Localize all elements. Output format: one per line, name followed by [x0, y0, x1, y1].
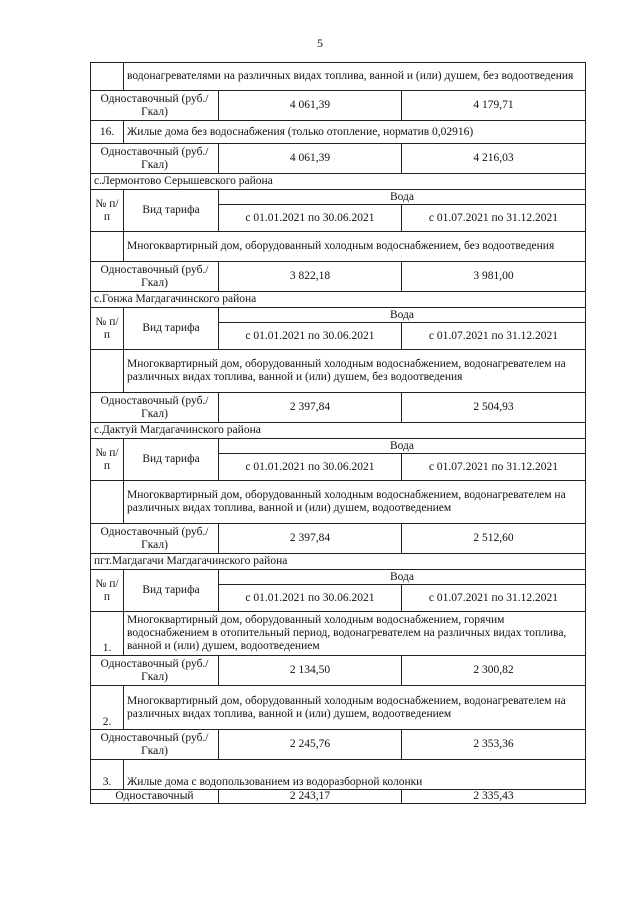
header-tariff-type: Вид тарифа	[124, 570, 219, 612]
tariff-description: Жилые дома с водопользованием из водоразборной колонки	[124, 760, 586, 790]
tariff-value: 2 353,36	[402, 730, 586, 760]
header-period-2: с 01.07.2021 по 31.12.2021	[402, 454, 586, 481]
page-number: 5	[317, 36, 323, 50]
table-row	[91, 524, 586, 554]
table-row	[91, 350, 586, 393]
table-row	[91, 760, 586, 790]
header-row	[91, 439, 586, 454]
table-row	[91, 91, 586, 121]
tariff-value: 2 243,17	[219, 790, 402, 804]
tariff-description: водонагревателями на различных видах топлива, ванной и (или) душем, без водоотведения	[124, 63, 586, 91]
header-water: Вода	[219, 308, 586, 323]
tariff-value: 2 397,84	[219, 393, 402, 423]
tariff-description: Многоквартирный дом, оборудованный холодным водоснабжением, без водоотведения	[124, 232, 586, 262]
region-row	[91, 292, 586, 308]
tariff-value: 2 512,60	[402, 524, 586, 554]
tariff-value: 2 134,50	[219, 656, 402, 686]
table-row	[91, 63, 586, 91]
tariff-value: 2 504,93	[402, 393, 586, 423]
header-number: № п/п	[91, 308, 124, 350]
tariff-type-label: Одноставочный (руб./Гкал)	[91, 730, 219, 760]
header-row	[91, 570, 586, 585]
header-number: № п/п	[91, 570, 124, 612]
header-period-2: с 01.07.2021 по 31.12.2021	[402, 323, 586, 350]
header-row	[91, 308, 586, 323]
table-row	[91, 393, 586, 423]
tariff-type-label: Одноставочный	[91, 790, 219, 804]
tariff-value: 2 397,84	[219, 524, 402, 554]
header-period-1: с 01.01.2021 по 30.06.2021	[219, 454, 402, 481]
tariff-value: 4 216,03	[402, 144, 586, 174]
region-title: с.Лермонтово Серышевского района	[91, 174, 586, 190]
header-water: Вода	[219, 570, 586, 585]
table-row	[91, 144, 586, 174]
table-row	[91, 656, 586, 686]
region-row	[91, 174, 586, 190]
table-row	[91, 790, 586, 804]
table-row	[91, 262, 586, 292]
region-row	[91, 554, 586, 570]
tariff-value: 2 300,82	[402, 656, 586, 686]
region-title: пгт.Магдагачи Магдагачинского района	[91, 554, 586, 570]
row-number: 3.	[91, 760, 124, 790]
header-period-2: с 01.07.2021 по 31.12.2021	[402, 205, 586, 232]
tariff-type-label: Одноставочный (руб./Гкал)	[91, 656, 219, 686]
tariff-description: Многоквартирный дом, оборудованный холодным водоснабжением, водонагревателем на различных видах топлива, ванной и (или) душем, водоотведением	[124, 481, 586, 524]
header-number: № п/п	[91, 190, 124, 232]
tariff-description: Многоквартирный дом, оборудованный холодным водоснабжением, горячим водоснабжением в отопительный период, водонагревателем на различных видах топлива, ванной и (или) душем, водоотведением	[124, 612, 586, 656]
tariff-type-label: Одноставочный (руб./Гкал)	[91, 524, 219, 554]
header-water: Вода	[219, 439, 586, 454]
tariff-type-label: Одноставочный (руб./Гкал)	[91, 144, 219, 174]
row-number: 16.	[91, 121, 124, 144]
header-period-2: с 01.07.2021 по 31.12.2021	[402, 585, 586, 612]
header-row	[91, 190, 586, 205]
tariff-value: 4 061,39	[219, 144, 402, 174]
tariff-type-label: Одноставочный (руб./Гкал)	[91, 262, 219, 292]
table-row	[91, 232, 586, 262]
region-row	[91, 423, 586, 439]
row-number: 1.	[91, 612, 124, 656]
table-row	[91, 481, 586, 524]
tariff-value: 3 822,18	[219, 262, 402, 292]
tariff-value: 2 335,43	[402, 790, 586, 804]
header-tariff-type: Вид тарифа	[124, 439, 219, 481]
tariff-value: 3 981,00	[402, 262, 586, 292]
tariff-description: Многоквартирный дом, оборудованный холодным водоснабжением, водонагревателем на различных видах топлива, ванной и (или) душем, без водоотведения	[124, 350, 586, 393]
header-period-1: с 01.01.2021 по 30.06.2021	[219, 205, 402, 232]
table-row	[91, 612, 586, 656]
tariff-value: 2 245,76	[219, 730, 402, 760]
tariff-description: Многоквартирный дом, оборудованный холодным водоснабжением, водонагревателем на различных видах топлива, ванной и (или) душем, водоотведением	[124, 686, 586, 730]
header-number: № п/п	[91, 439, 124, 481]
tariff-value: 4 179,71	[402, 91, 586, 121]
table-row	[91, 730, 586, 760]
tariff-table	[90, 62, 586, 804]
header-period-1: с 01.01.2021 по 30.06.2021	[219, 585, 402, 612]
table-row	[91, 121, 586, 144]
region-title: с.Гонжа Магдагачинского района	[91, 292, 586, 308]
row-number: 2.	[91, 686, 124, 730]
tariff-description: Жилые дома без водоснабжения (только отопление, норматив 0,02916)	[124, 121, 586, 144]
tariff-type-label: Одноставочный (руб./Гкал)	[91, 91, 219, 121]
header-water: Вода	[219, 190, 586, 205]
tariff-type-label: Одноставочный (руб./Гкал)	[91, 393, 219, 423]
header-tariff-type: Вид тарифа	[124, 308, 219, 350]
region-title: с.Дактуй Магдагачинского района	[91, 423, 586, 439]
tariff-value: 4 061,39	[219, 91, 402, 121]
header-tariff-type: Вид тарифа	[124, 190, 219, 232]
header-period-1: с 01.01.2021 по 30.06.2021	[219, 323, 402, 350]
table-row	[91, 686, 586, 730]
